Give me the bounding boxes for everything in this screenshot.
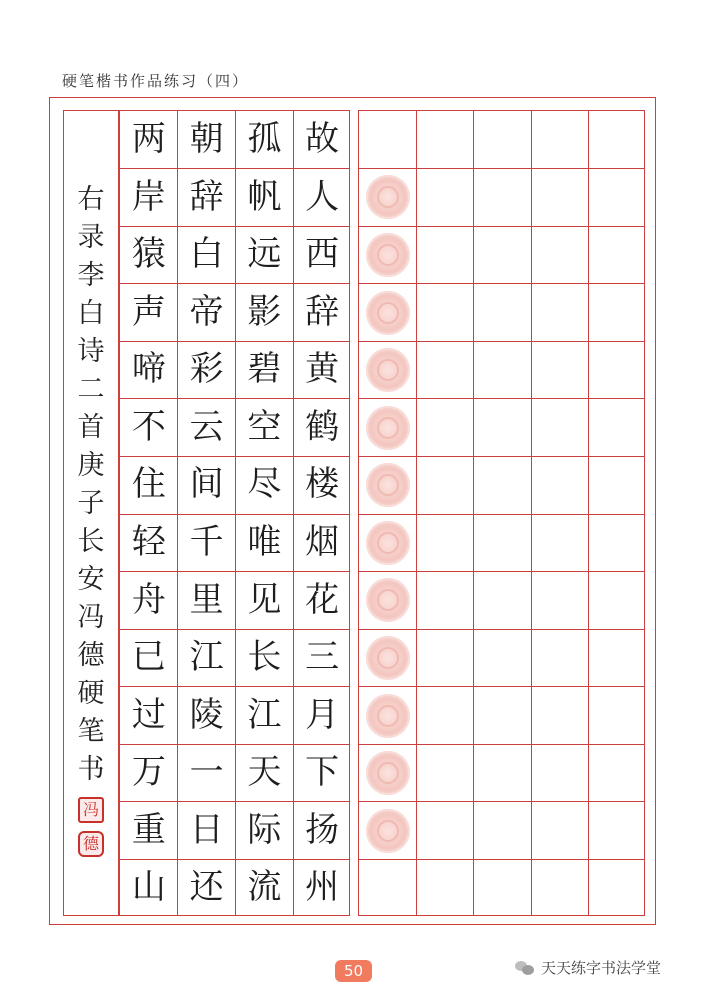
wechat-icon [515,960,535,976]
inscription-text [64,181,118,857]
poem-char: 际 [247,809,282,850]
poem-char: 云 [189,406,224,447]
poem-char: 猿 [131,234,166,275]
poem-char: 尽 [247,464,282,505]
guide-stamp-icon [366,694,410,738]
poem-char: 下 [305,752,340,793]
poem-char: 西 [305,234,340,275]
guide-stamp-icon [366,233,410,277]
poem-char: 山 [131,867,166,908]
inscription-char: 二 [77,374,105,405]
guide-stamp-icon [366,175,410,219]
practice-grid [358,110,645,916]
guide-stamp-icon [366,636,410,680]
poem-char: 声 [131,291,166,332]
poem-char: 不 [131,406,166,447]
poem-char: 州 [305,867,340,908]
poem-char: 人 [305,176,340,217]
poem-char: 里 [189,579,224,620]
poem-char: 千 [189,522,224,562]
poem-char: 还 [189,867,224,908]
poem-char: 万 [131,752,166,793]
poem-char: 见 [247,579,282,620]
grid-line [359,168,644,169]
poem-char: 黄 [305,349,340,390]
grid-line [359,571,644,572]
grid-line [359,859,644,860]
poem-char: 日 [189,809,224,850]
poem-char: 白 [189,234,224,275]
inscription-char: 首 [77,412,105,443]
inscription-char: 笔 [77,716,105,747]
poem-char: 月 [305,694,340,735]
grid-line [359,801,644,802]
seal-stamp: 德 [78,831,104,857]
poem-char: 扬 [305,809,340,850]
guide-stamp-icon [366,348,410,392]
grid-line [359,456,644,457]
poem-char: 过 [131,694,166,735]
poem-char: 帆 [247,176,282,217]
grid-line [359,398,644,399]
guide-stamp-icon [366,751,410,795]
inscription-char: 冯 [77,602,105,633]
grid-line [359,744,644,745]
poem-char: 楼 [305,464,340,505]
watermark-text: 天天练字书法学堂 [541,959,662,977]
poem-char: 一 [189,752,224,793]
poem-char: 间 [189,464,224,505]
inscription-char: 录 [77,222,105,253]
grid-line [359,686,644,687]
poem-char: 空 [247,406,282,447]
poem-char: 天 [247,752,282,793]
poem-char: 孤 [247,119,282,159]
guide-stamp-icon [366,521,410,565]
poem-char: 两 [131,119,166,159]
poem-char: 江 [189,637,224,678]
inscription-char: 硬 [77,678,105,709]
poem-char: 重 [131,809,166,850]
page-number: 50 [335,960,372,982]
poem-grid [119,110,350,916]
grid-line [359,514,644,515]
inscription-char: 诗 [77,336,105,367]
poem-char: 彩 [189,349,224,390]
poem-char: 三 [305,637,340,678]
inscription-char: 庚 [77,450,105,481]
poem-char: 已 [131,637,166,678]
inscription-char: 子 [77,488,105,519]
poem-char: 轻 [131,522,166,562]
poem-char: 辞 [305,291,340,332]
poem-char: 住 [131,464,166,505]
poem-char: 江 [247,694,282,735]
poem-char: 长 [247,637,282,678]
poem-char: 流 [247,867,282,908]
inscription-char: 右 [77,184,105,215]
poem-char: 鹤 [305,406,340,447]
inscription-char: 白 [77,298,105,329]
poem-char: 辞 [189,176,224,217]
poem-char: 碧 [247,349,282,390]
grid-line [359,283,644,284]
guide-stamp-icon [366,463,410,507]
inscription-char: 德 [77,640,105,671]
poem-char: 帝 [189,291,224,332]
page-header: 硬笔楷书作品练习（四） [62,72,250,90]
poem-char: 舟 [131,579,166,620]
inscription-char: 安 [77,564,105,595]
inscription-char: 李 [77,260,105,291]
inscription-column [63,110,119,916]
poem-char: 远 [247,234,282,275]
inscription-char: 长 [77,526,105,557]
grid-line [359,226,644,227]
seal-stamp: 冯 [78,797,104,823]
guide-stamp-icon [366,578,410,622]
poem-char: 影 [247,291,282,332]
guide-stamp-icon [366,809,410,853]
poem-char: 烟 [305,522,340,562]
grid-line [359,629,644,630]
poem-char: 故 [305,119,340,159]
poem-char: 啼 [131,349,166,390]
poem-char: 花 [305,579,340,620]
guide-stamp-icon [366,291,410,335]
poem-char: 唯 [247,522,282,562]
inscription-char: 书 [77,754,105,785]
poem-char: 岸 [131,176,166,217]
poem-char: 朝 [189,119,224,159]
grid-line [359,341,644,342]
guide-stamp-icon [366,406,410,450]
watermark [515,957,661,978]
poem-char: 陵 [189,694,224,735]
